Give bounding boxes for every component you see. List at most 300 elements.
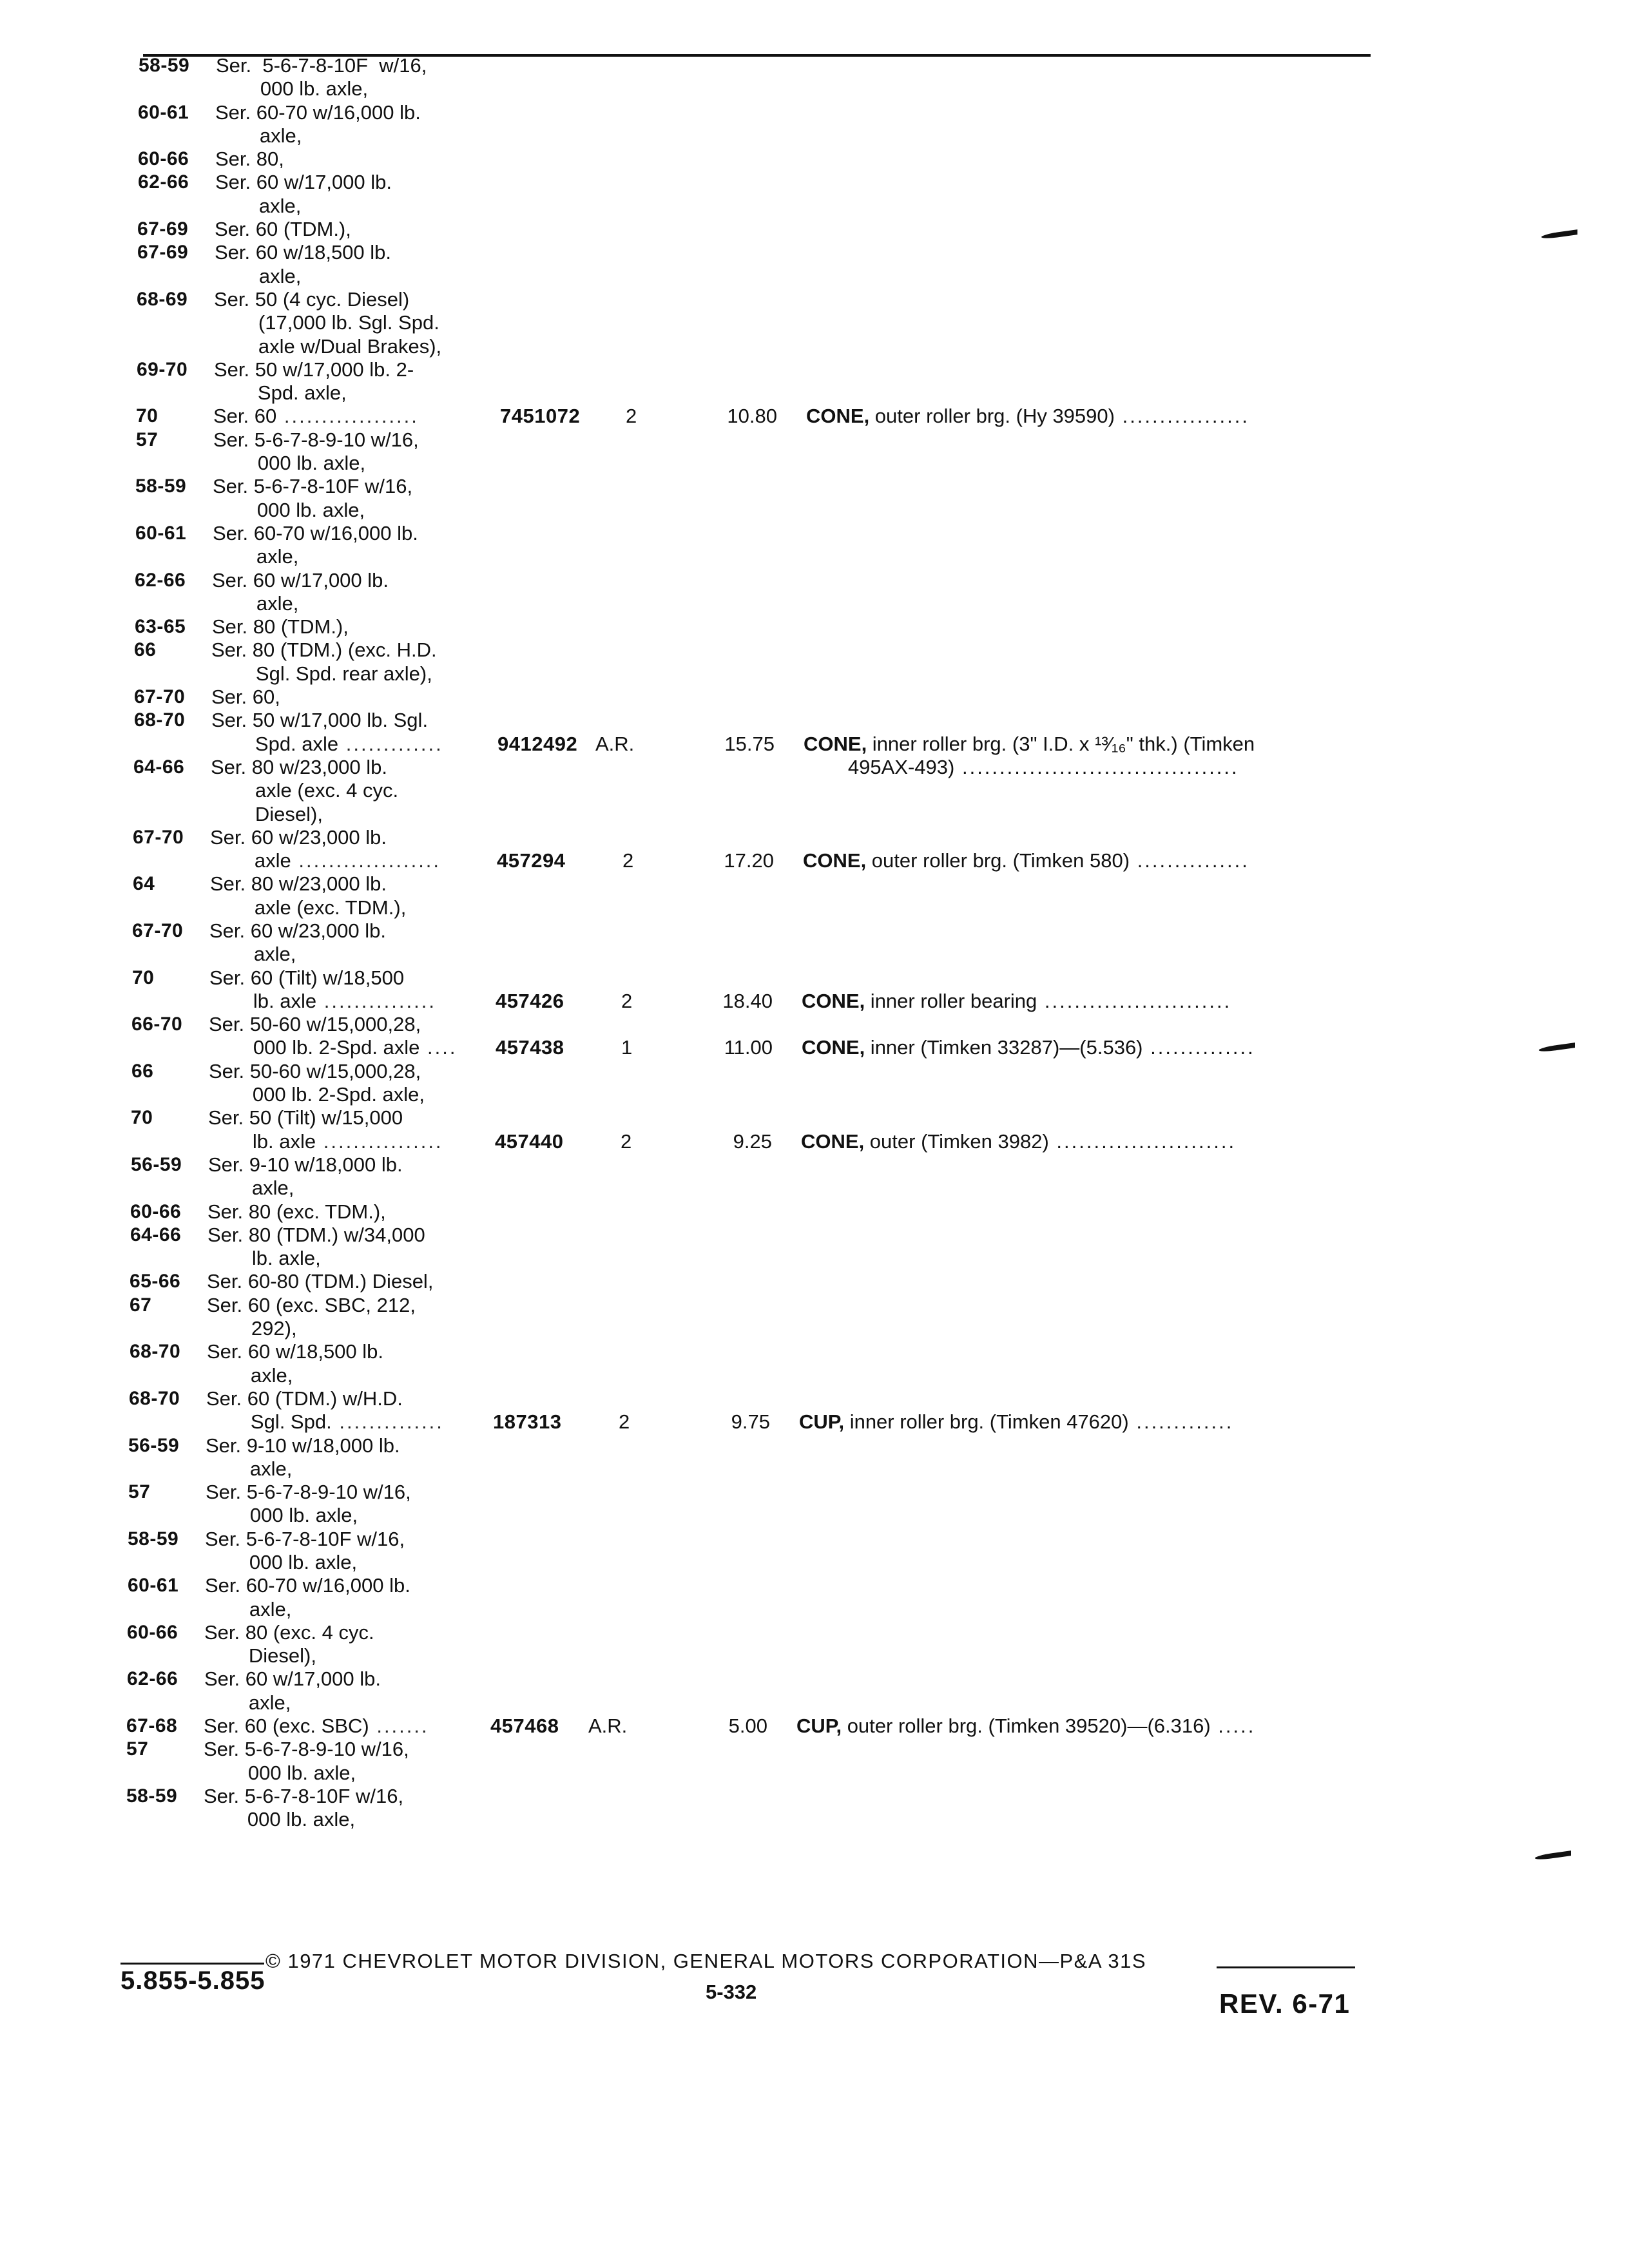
- description-text: inner roller brg. (3" I.D. x ¹³⁄₁₆" thk.) (Timken: [867, 732, 1255, 755]
- application-text: [209, 1060, 579, 1083]
- quantity: 1: [621, 1036, 633, 1059]
- application-text: [203, 1808, 574, 1831]
- part-name: CUP,: [796, 1715, 842, 1738]
- catalog-row: [0, 499, 1629, 522]
- application-label: axle,: [207, 1177, 294, 1200]
- part-number: 187313: [493, 1410, 562, 1434]
- year-range: 68-69: [137, 288, 188, 310]
- application-text: [212, 569, 583, 592]
- description-text: 495AX-493): [804, 755, 955, 778]
- year-range: 60-61: [135, 522, 187, 544]
- part-number: 9412492: [497, 732, 578, 755]
- application-label: axle,: [206, 1457, 293, 1480]
- application-text: [207, 1340, 577, 1363]
- application-label: Ser. 5-6-7-8-10F w/16,: [205, 1527, 405, 1550]
- application-text: [216, 54, 586, 77]
- part-description: [804, 756, 1380, 779]
- part-name: CONE,: [802, 1036, 865, 1059]
- application-text: [211, 686, 582, 709]
- catalog-row: [0, 990, 1629, 1013]
- part-name: CONE,: [804, 732, 867, 755]
- application-label: 000 lb. 2-Spd. axle,: [208, 1083, 425, 1106]
- catalog-row: [0, 1481, 1629, 1504]
- year-range: 69-70: [137, 358, 188, 380]
- description-text: inner roller brg. (Timken 47620): [844, 1410, 1129, 1434]
- catalog-row: [0, 1270, 1629, 1293]
- year-range: 57: [126, 1738, 149, 1760]
- catalog-row: [0, 77, 1629, 101]
- year-range: 60-66: [130, 1200, 182, 1222]
- catalog-row: [0, 1574, 1629, 1597]
- year-range: 56-59: [128, 1434, 180, 1456]
- part-name: CONE,: [802, 989, 865, 1012]
- catalog-row: [0, 1387, 1629, 1410]
- catalog-row: [0, 569, 1629, 592]
- description-text: outer roller brg. (Timken 580): [866, 849, 1130, 872]
- dot-leader: .................: [1114, 405, 1249, 428]
- catalog-row: [0, 358, 1629, 381]
- part-name: CONE,: [803, 849, 867, 872]
- catalog-row: [0, 1083, 1629, 1106]
- catalog-row: [0, 148, 1629, 171]
- application-label: Ser. 60 (TDM.) w/H.D.: [206, 1387, 403, 1410]
- dot-leader: ..............: [1142, 1036, 1255, 1059]
- year-range: 65-66: [130, 1271, 181, 1293]
- catalog-row: [0, 335, 1629, 358]
- application-label: Ser. 5-6-7-8-9-10 w/16,: [204, 1738, 409, 1761]
- application-text: [211, 709, 582, 732]
- page-number: 5-332: [706, 1981, 757, 2003]
- application-text: [207, 1294, 577, 1317]
- catalog-row: [0, 943, 1629, 966]
- year-range: 66-70: [131, 1014, 183, 1035]
- year-range: 60-66: [138, 148, 189, 170]
- application-label: 292),: [207, 1317, 297, 1340]
- application-text: [209, 919, 580, 943]
- catalog-row: [0, 803, 1629, 826]
- application-text: [209, 943, 580, 966]
- price: 5.00: [728, 1715, 767, 1738]
- application-text: [206, 1481, 576, 1504]
- catalog-row: [0, 733, 1629, 756]
- application-label: Ser. 5-6-7-8-10F w/16,: [213, 475, 413, 498]
- binding-mark: [1535, 1850, 1571, 1861]
- dot-leader: ........................: [1048, 1129, 1237, 1153]
- application-label: lb. axle: [208, 1129, 316, 1153]
- application-label: Ser. 60,: [211, 686, 280, 709]
- catalog-row: [0, 1036, 1629, 1059]
- application-label: Ser. 60 w/17,000 lb.: [212, 568, 389, 591]
- application-label: Ser. 60 w/23,000 lb.: [209, 919, 387, 942]
- catalog-row: [0, 615, 1629, 639]
- part-description: [806, 405, 1383, 428]
- application-text: [206, 1387, 577, 1410]
- catalog-row: [0, 381, 1629, 405]
- application-label: Ser. 80 w/23,000 lb.: [210, 872, 387, 896]
- catalog-row: [0, 1762, 1629, 1785]
- catalog-row: [0, 919, 1629, 943]
- application-text: [207, 1224, 578, 1247]
- quantity: 2: [622, 849, 634, 872]
- application-text: [213, 381, 584, 405]
- catalog-row: [0, 756, 1629, 779]
- catalog-row: [0, 826, 1629, 849]
- application-text: [215, 241, 585, 264]
- application-text: [214, 358, 584, 381]
- year-range: 67-69: [137, 242, 189, 264]
- catalog-row: [0, 1153, 1629, 1177]
- year-range: 57: [136, 428, 159, 450]
- catalog-row: [0, 1340, 1629, 1363]
- application-label: Ser. 50 w/17,000 lb. Sgl.: [211, 709, 429, 732]
- application-text: [215, 101, 586, 124]
- dot-leader: .........................: [1037, 989, 1232, 1012]
- application-label: Ser. 5-6-7-8-10F w/16,: [204, 1784, 404, 1807]
- catalog-row: [0, 1177, 1629, 1200]
- application-text: [210, 826, 581, 849]
- copyright-notice: © 1971 CHEVROLET MOTOR DIVISION, GENERAL MOTORS CORPORATION—P&A 31S: [265, 1950, 1147, 1972]
- application-text: [212, 615, 583, 639]
- application-label: Ser. 60-70 w/16,000 lb.: [205, 1574, 410, 1597]
- catalog-row: [0, 405, 1629, 428]
- part-description: [796, 1715, 1373, 1738]
- catalog-row: [0, 779, 1629, 802]
- application-label: Sgl. Spd. rear axle),: [211, 662, 432, 685]
- catalog-row: [0, 1785, 1629, 1808]
- catalog-row: [0, 1808, 1629, 1831]
- application-label: axle: [210, 849, 291, 872]
- dot-leader: .............: [1128, 1410, 1234, 1434]
- part-description: [803, 849, 1380, 872]
- application-label: Ser. 80,: [215, 148, 284, 171]
- dot-leader: ...............: [1130, 849, 1249, 872]
- year-range: 66: [131, 1060, 154, 1082]
- application-label: Diesel),: [211, 802, 323, 825]
- part-number: 457440: [495, 1129, 564, 1153]
- dot-leader: ...............: [316, 989, 436, 1012]
- year-range: 67-70: [132, 919, 184, 941]
- application-label: axle,: [206, 1363, 293, 1387]
- application-text: [210, 896, 581, 919]
- application-text: [211, 756, 581, 779]
- application-text: [211, 779, 581, 802]
- year-range: 68-70: [130, 1341, 181, 1363]
- description-text: inner (Timken 33287)—(5.536): [865, 1036, 1143, 1059]
- application-label: Ser. 5-6-7-8-9-10 w/16,: [213, 428, 419, 451]
- dot-leader: .............: [338, 732, 443, 755]
- application-text: [214, 288, 584, 311]
- application-label: axle w/Dual Brakes),: [214, 334, 442, 358]
- application-text: [206, 1434, 576, 1457]
- application-label: Ser. 60 w/17,000 lb.: [215, 171, 392, 194]
- dot-leader: ................: [316, 1129, 443, 1153]
- year-range: 62-66: [127, 1668, 178, 1690]
- application-text: [213, 428, 584, 452]
- catalog-row: [0, 966, 1629, 990]
- catalog-row: [0, 101, 1629, 124]
- application-label: Ser. 60 w/17,000 lb.: [204, 1667, 381, 1691]
- catalog-row: [0, 54, 1629, 77]
- catalog-row: [0, 1434, 1629, 1457]
- part-name: CONE,: [806, 405, 870, 428]
- quantity: 2: [621, 989, 633, 1012]
- application-text: [213, 499, 583, 522]
- application-label: Ser. 60 w/18,500 lb.: [207, 1340, 384, 1363]
- application-label: axle,: [212, 545, 299, 568]
- application-text: [209, 966, 580, 990]
- description-text: outer roller brg. (Timken 39520)—(6.316): [842, 1715, 1211, 1738]
- year-range: 70: [132, 966, 155, 988]
- part-description: [804, 733, 1380, 756]
- revision-label: REV. 6-71: [1219, 1988, 1351, 2019]
- catalog-row: [0, 1504, 1629, 1527]
- application-text: [208, 1083, 579, 1106]
- application-label: Ser. 60 w/18,500 lb.: [215, 241, 392, 264]
- parts-listing: [0, 54, 1629, 1832]
- application-text: [204, 1644, 575, 1667]
- application-text: [205, 1598, 575, 1621]
- application-text: [216, 77, 586, 101]
- year-range: 64-66: [130, 1224, 182, 1245]
- part-description: [799, 1410, 1376, 1434]
- application-label: lb. axle: [209, 989, 317, 1012]
- application-label: Ser. 60 (TDM.),: [215, 218, 351, 241]
- application-label: axle,: [215, 124, 302, 147]
- year-range: 58-59: [139, 55, 190, 76]
- catalog-row: [0, 709, 1629, 732]
- catalog-row: [0, 124, 1629, 148]
- catalog-row: [0, 1715, 1629, 1738]
- catalog-row: [0, 1551, 1629, 1574]
- catalog-row: [0, 1130, 1629, 1153]
- application-text: [205, 1574, 575, 1597]
- application-text: [215, 124, 586, 148]
- price: 9.25: [733, 1129, 772, 1153]
- application-label: Ser. 5-6-7-8-10F w/16,: [216, 54, 427, 77]
- catalog-row: [0, 218, 1629, 241]
- application-label: Ser. 50 w/17,000 lb. 2-: [214, 358, 414, 381]
- application-text: [206, 1457, 576, 1481]
- dot-leader: ..................: [276, 405, 419, 428]
- catalog-row: [0, 592, 1629, 615]
- application-label: Ser. 60 (exc. SBC): [204, 1715, 369, 1738]
- quantity: 2: [626, 405, 637, 428]
- catalog-row: [0, 1667, 1629, 1691]
- year-range: 56-59: [131, 1153, 182, 1175]
- dot-leader: .....: [1210, 1715, 1256, 1738]
- application-label: Ser. 80 w/23,000 lb.: [211, 755, 388, 778]
- description-text: inner roller bearing: [865, 989, 1037, 1012]
- application-text: [211, 803, 581, 826]
- application-label: Spd. axle,: [213, 381, 347, 405]
- description-text: outer (Timken 3982): [864, 1129, 1049, 1153]
- catalog-row: [0, 545, 1629, 568]
- application-label: Ser. 60: [213, 405, 277, 428]
- application-label: Ser. 80 (TDM.),: [212, 615, 349, 639]
- catalog-row: [0, 849, 1629, 872]
- application-text: [204, 1762, 574, 1785]
- catalog-row: [0, 241, 1629, 264]
- catalog-row: [0, 896, 1629, 919]
- year-range: 57: [128, 1481, 151, 1503]
- application-text: [204, 1621, 575, 1644]
- catalog-row: [0, 662, 1629, 686]
- application-text: [207, 1317, 577, 1340]
- application-label: axle,: [204, 1691, 291, 1714]
- catalog-row: [0, 1364, 1629, 1387]
- application-text: [215, 195, 585, 218]
- year-range: 67: [130, 1294, 152, 1316]
- catalog-row: [0, 1317, 1629, 1340]
- application-text: [215, 171, 586, 194]
- year-range: 68-70: [129, 1387, 180, 1409]
- part-number: 7451072: [500, 405, 581, 428]
- part-number: 457294: [497, 849, 566, 872]
- application-label: Ser. 50-60 w/15,000,28,: [209, 1059, 421, 1082]
- application-label: axle,: [212, 591, 299, 615]
- catalog-row: [0, 428, 1629, 452]
- part-number: 457468: [490, 1715, 559, 1738]
- part-description: [802, 990, 1378, 1013]
- catalog-row: [0, 686, 1629, 709]
- application-label: Ser. 60 w/23,000 lb.: [210, 825, 387, 849]
- year-range: 68-70: [134, 709, 186, 731]
- year-range: 67-70: [134, 686, 186, 708]
- application-text: [211, 662, 582, 686]
- application-text: [208, 1106, 579, 1129]
- catalog-row: [0, 522, 1629, 545]
- catalog-row: [0, 1644, 1629, 1667]
- year-range: 70: [136, 405, 159, 427]
- part-name: CONE,: [801, 1129, 865, 1153]
- year-range: 60-66: [127, 1621, 178, 1643]
- application-label: 000 lb. axle,: [213, 452, 366, 475]
- application-label: axle,: [205, 1597, 292, 1620]
- application-text: [207, 1247, 578, 1270]
- footer-rule-right: [1217, 1966, 1355, 1968]
- catalog-code: 5.855-5.855: [120, 1966, 265, 1995]
- catalog-row: [0, 1247, 1629, 1270]
- application-label: 000 lb. 2-Spd. axle: [209, 1036, 420, 1059]
- year-range: 67-68: [126, 1715, 178, 1737]
- application-label: axle,: [215, 264, 302, 287]
- dot-leader: ..............: [331, 1410, 444, 1434]
- application-label: axle (exc. TDM.),: [210, 896, 407, 919]
- application-label: 000 lb. axle,: [203, 1808, 356, 1831]
- application-text: [206, 1364, 577, 1387]
- application-text: [208, 1153, 579, 1177]
- application-label: Ser. 9-10 w/18,000 lb.: [208, 1153, 403, 1176]
- catalog-row: [0, 288, 1629, 311]
- catalog-row: [0, 475, 1629, 498]
- application-text: [213, 522, 583, 545]
- year-range: 60-61: [128, 1575, 179, 1597]
- catalog-row: [0, 1294, 1629, 1317]
- dot-leader: ....: [419, 1036, 458, 1059]
- application-text: [215, 265, 585, 288]
- application-text: [212, 545, 583, 568]
- quantity: 2: [619, 1410, 630, 1434]
- application-text: [204, 1738, 574, 1761]
- part-description: [801, 1130, 1378, 1153]
- quantity: A.R.: [588, 1715, 628, 1738]
- application-label: axle (exc. 4 cyc.: [211, 779, 399, 802]
- application-label: Ser. 60-80 (TDM.) Diesel,: [207, 1270, 434, 1293]
- application-label: Sgl. Spd.: [206, 1410, 332, 1434]
- year-range: 62-66: [135, 569, 186, 591]
- year-range: 62-66: [138, 171, 189, 193]
- price: 10.80: [727, 405, 777, 428]
- year-range: 67-70: [133, 826, 184, 848]
- year-range: 64-66: [133, 756, 185, 778]
- application-text: [207, 1177, 578, 1200]
- application-text: [207, 1270, 577, 1293]
- application-label: 000 lb. axle,: [213, 498, 365, 521]
- catalog-row: [0, 639, 1629, 662]
- year-range: 58-59: [128, 1528, 179, 1550]
- catalog-row: [0, 1224, 1629, 1247]
- year-range: 64: [133, 873, 155, 895]
- catalog-row: [0, 265, 1629, 288]
- application-text: [204, 1785, 574, 1808]
- application-label: 000 lb. axle,: [216, 77, 369, 101]
- catalog-row: [0, 1598, 1629, 1621]
- application-text: [213, 475, 583, 498]
- catalog-row: [0, 1457, 1629, 1481]
- application-label: Ser. 80 (TDM.) (exc. H.D.: [211, 639, 437, 662]
- application-text: [209, 1013, 579, 1036]
- application-label: Ser. 80 (exc. 4 cyc.: [204, 1620, 374, 1644]
- catalog-row: [0, 1691, 1629, 1715]
- application-label: 000 lb. axle,: [204, 1761, 356, 1784]
- application-label: Spd. axle: [211, 732, 339, 755]
- application-label: Ser. 5-6-7-8-9-10 w/16,: [206, 1481, 411, 1504]
- application-label: 000 lb. axle,: [206, 1504, 358, 1527]
- application-label: 000 lb. axle,: [205, 1551, 358, 1573]
- catalog-row: [0, 452, 1629, 475]
- quantity: 2: [621, 1129, 632, 1153]
- application-label: Ser. 9-10 w/18,000 lb.: [206, 1434, 400, 1457]
- catalog-row: [0, 1410, 1629, 1434]
- application-label: Ser. 60-70 w/16,000 lb.: [213, 521, 418, 544]
- application-label: Ser. 80 (TDM.) w/34,000: [207, 1223, 425, 1246]
- application-text: [204, 1667, 575, 1691]
- application-label: Ser. 50 (4 cyc. Diesel): [214, 287, 410, 311]
- application-text: [211, 639, 582, 662]
- application-label: axle,: [215, 194, 302, 217]
- price: 18.40: [722, 989, 773, 1012]
- application-label: lb. axle,: [207, 1247, 321, 1270]
- footer-rule-left: [120, 1963, 264, 1965]
- part-description: [802, 1036, 1378, 1059]
- price: 11.00: [724, 1036, 773, 1059]
- price: 17.20: [724, 849, 774, 872]
- catalog-row: [0, 171, 1629, 194]
- application-label: Diesel),: [204, 1644, 316, 1667]
- description-text: outer roller brg. (Hy 39590): [869, 405, 1115, 428]
- application-text: [205, 1528, 575, 1551]
- year-range: 63-65: [135, 616, 186, 638]
- catalog-row: [0, 1013, 1629, 1036]
- catalog-row: [0, 872, 1629, 896]
- application-label: Ser. 50-60 w/15,000,28,: [209, 1013, 421, 1036]
- year-range: 66: [134, 639, 157, 661]
- year-range: 70: [131, 1107, 153, 1129]
- application-text: [214, 335, 584, 358]
- application-text: [210, 872, 581, 896]
- catalog-row: [0, 1621, 1629, 1644]
- year-range: 58-59: [135, 476, 187, 497]
